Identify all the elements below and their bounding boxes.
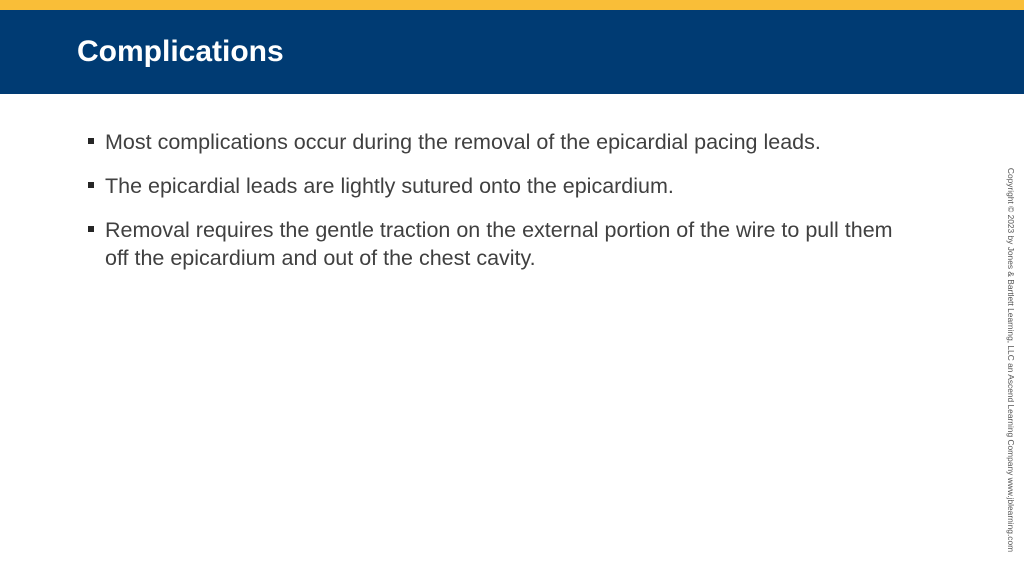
square-bullet-icon bbox=[88, 138, 94, 144]
accent-stripe bbox=[0, 0, 1024, 10]
slide-title: Complications bbox=[77, 35, 284, 68]
bullet-text: Removal requires the gentle traction on the external portion of the wire to pull them off the epicardium and out of the chest cavity. bbox=[105, 218, 893, 270]
bullet-text: The epicardial leads are lightly sutured onto the epicardium. bbox=[105, 174, 674, 198]
copyright-notice: Copyright © 2023 by Jones & Bartlett Learning, LLC an Ascend Learning Company www.jblearning.com bbox=[1006, 167, 1016, 553]
bullet-item bbox=[86, 216, 916, 272]
bullet-text: Most complications occur during the removal of the epicardial pacing leads. bbox=[105, 130, 821, 154]
bullet-list bbox=[86, 128, 916, 288]
square-bullet-icon bbox=[88, 226, 94, 232]
square-bullet-icon bbox=[88, 182, 94, 188]
bullet-item bbox=[86, 172, 916, 200]
bullet-item bbox=[86, 128, 916, 156]
